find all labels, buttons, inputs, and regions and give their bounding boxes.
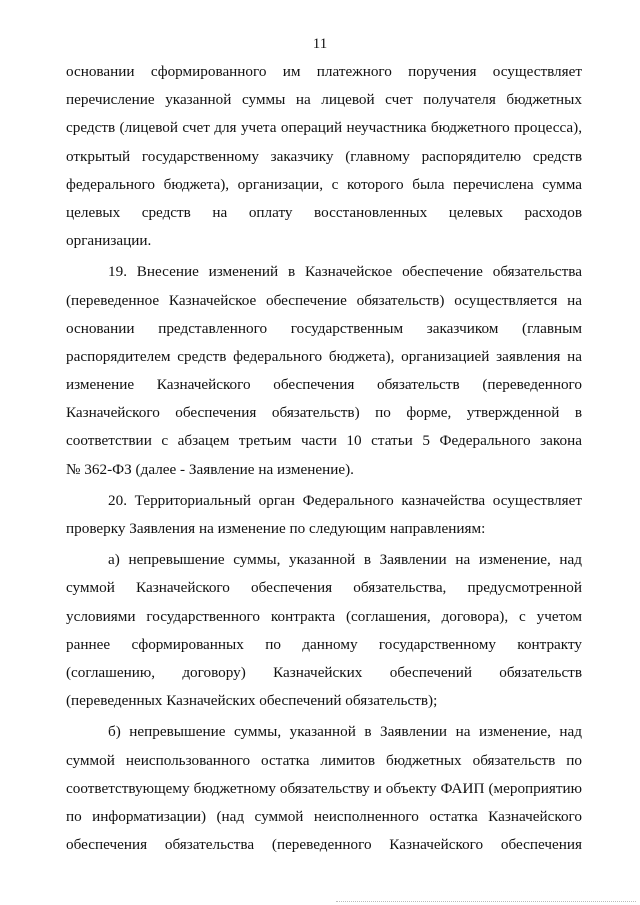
text-line: 20. Территориальный орган Федерального казначейства осуществляет — [108, 491, 582, 509]
text-line: (соглашению, договору) Казначейских обеспечений обязательств — [66, 663, 582, 681]
text-line: перечисление указанной суммы на лицевой счет получателя бюджетных — [66, 91, 582, 109]
text-line: обеспечения обязательства (переведенного Казначейского обеспечения — [66, 836, 582, 854]
page-number: 11 — [312, 36, 328, 52]
text-line: а) непревышение суммы, указанной в Заявлении на изменение, над — [108, 551, 582, 569]
text-line: по информатизации) (над суммой неисполненного остатка Казначейского — [66, 807, 582, 825]
text-line: соответствующему бюджетному обязательству и объекту ФАИП (мероприятию — [66, 779, 582, 797]
document-body — [66, 58, 582, 859]
text-line: суммой неиспользованного остатка лимитов бюджетных обязательств по — [66, 751, 582, 769]
text-line: средств (лицевой счет для учета операций неучастника бюджетного процесса), — [66, 119, 582, 137]
text-line: основании сформированного им платежного поручения осуществляет — [66, 63, 582, 80]
paragraph-20 — [66, 487, 582, 543]
text-line: изменение Казначейского обеспечения обязательств (переведенного — [66, 376, 582, 394]
paragraph-19 — [66, 258, 582, 484]
paragraph-item-b — [66, 718, 582, 859]
text-line: (переведенное Казначейское обеспечение обязательств) осуществляется на — [66, 291, 582, 309]
paragraph-item-a — [66, 546, 582, 715]
text-line: 19. Внесение изменений в Казначейское обеспечение обязательства — [108, 263, 582, 281]
paragraph-continuation — [66, 58, 582, 255]
text-line: целевых средств на оплату восстановленных целевых расходов — [66, 203, 582, 221]
text-line: федерального бюджета), организации, с которого была перечислена сумма — [66, 175, 582, 193]
text-line: Казначейского обеспечения обязательств) по форме, утвержденной в — [66, 404, 582, 422]
text-line: организации. — [66, 232, 152, 250]
text-line: соответствии с абзацем третьим части 10 статьи 5 Федерального закона — [66, 432, 582, 450]
text-line: № 362-ФЗ (далее - Заявление на изменение). — [66, 460, 354, 478]
text-line: суммой Казначейского обеспечения обязательства, предусмотренной — [66, 579, 582, 597]
text-line: проверку Заявления на изменение по следующим направлениям: — [66, 520, 486, 537]
text-line: основании представленного государственным заказчиком (главным — [66, 319, 582, 337]
text-line: условиями государственного контракта (соглашения, договора), с учетом — [66, 607, 582, 625]
scan-edge-divider — [336, 901, 636, 905]
text-line: распорядителем средств федерального бюджета), организацией заявления на — [66, 347, 582, 365]
text-line: открытый государственному заказчику (главному распорядителю средств — [66, 147, 582, 165]
text-line: раннее сформированных по данному государственному контракту — [66, 635, 582, 653]
text-line: (переведенных Казначейских обеспечений обязательств); — [66, 692, 438, 710]
text-line: б) непревышение суммы, указанной в Заявлении на изменение, над — [108, 723, 582, 741]
